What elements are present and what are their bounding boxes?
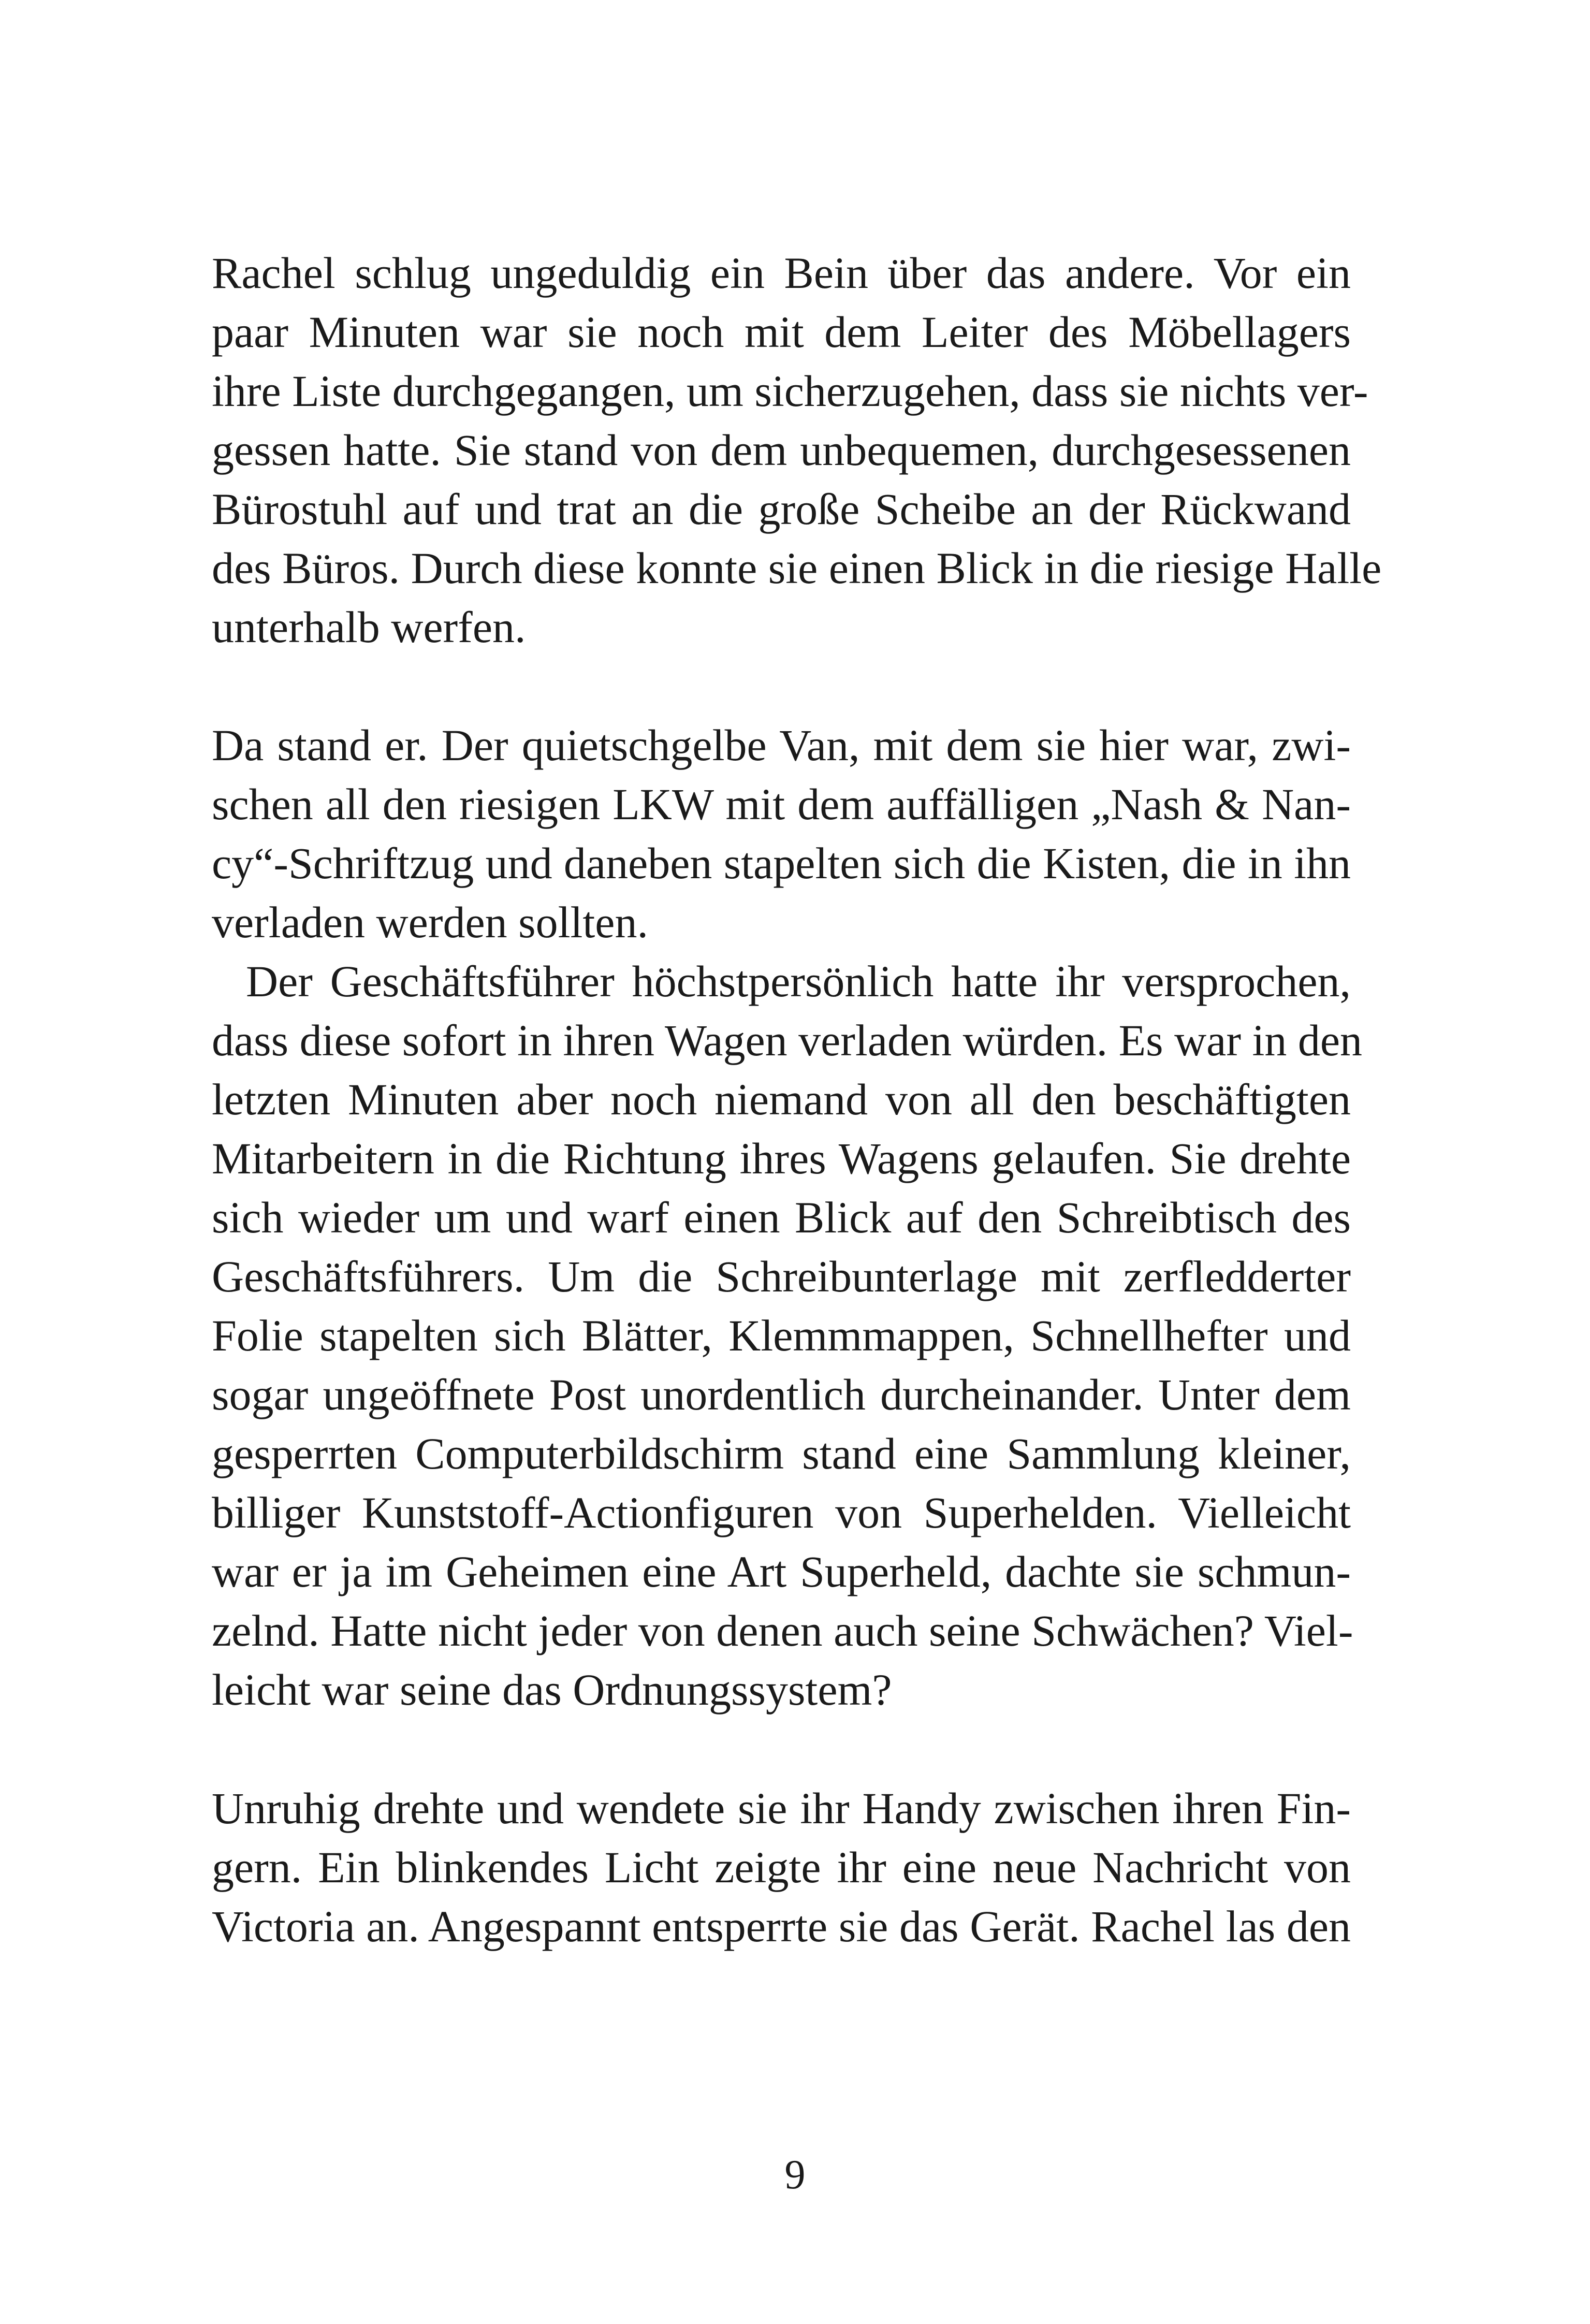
text-line: gesperrten Computerbildschirm stand eine Sammlung kleiner,: [212, 1429, 1351, 1478]
paragraph-4: [212, 1779, 1351, 1956]
text-line: letzten Minuten aber noch niemand von all den beschäftigten: [212, 1074, 1351, 1124]
text-line: Bürostuhl auf und trat an die große Scheibe an der Rückwand: [212, 484, 1351, 534]
text-line: Mitarbeitern in die Richtung ihres Wagens gelaufen. Sie drehte: [212, 1134, 1351, 1183]
text-line: sogar ungeöffnete Post unordentlich durcheinander. Unter dem: [212, 1370, 1351, 1419]
text-line: verladen werden sollten.: [212, 897, 648, 947]
paragraph-3: [212, 952, 1363, 1719]
text-line: des Büros. Durch diese konnte sie einen Blick in die riesige Halle: [212, 543, 1382, 593]
text-line: Der Geschäftsführer höchstpersönlich hatte ihr versprochen,: [246, 956, 1351, 1006]
text-line: billiger Kunststoff-Actionfiguren von Superhelden. Vielleicht: [212, 1488, 1351, 1537]
text-line: unterhalb werfen.: [212, 602, 526, 652]
page-number: 9: [784, 2152, 806, 2198]
text-line: cy“-Schriftzug und daneben stapelten sich die Kisten, die in ihn: [212, 838, 1351, 888]
text-line: Rachel schlug ungeduldig ein Bein über das andere. Vor ein: [212, 248, 1351, 298]
text-line: sich wieder um und warf einen Blick auf den Schreibtisch des: [212, 1193, 1351, 1242]
text-line: dass diese sofort in ihren Wagen verladen würden. Es war in den: [212, 1015, 1363, 1065]
text-line: schen all den riesigen LKW mit dem auffälligen „Nash & Nan-: [212, 779, 1351, 829]
text-line: gern. Ein blinkendes Licht zeigte ihr eine neue Nachricht von: [212, 1842, 1351, 1892]
text-line: paar Minuten war sie noch mit dem Leiter des Möbellagers: [212, 307, 1351, 357]
text-line: Folie stapelten sich Blätter, Klemmmappen, Schnellhefter und: [212, 1311, 1351, 1360]
text-line: Geschäftsführers. Um die Schreibunterlage mit zerfledderter: [212, 1252, 1351, 1301]
paragraph-1: [212, 243, 1382, 657]
paragraph-2: [212, 716, 1351, 952]
text-line: war er ja im Geheimen eine Art Superheld, dachte sie schmun-: [212, 1547, 1351, 1596]
text-line: zelnd. Hatte nicht jeder von denen auch seine Schwächen? Viel-: [212, 1606, 1353, 1655]
text-line: Victoria an. Angespannt entsperrte sie das Gerät. Rachel las den: [212, 1901, 1351, 1951]
text-line: Da stand er. Der quietschgelbe Van, mit dem sie hier war, zwi-: [212, 720, 1351, 770]
text-line: gessen hatte. Sie stand von dem unbequemen, durchgesessenen: [212, 425, 1351, 475]
text-line: leicht war seine das Ordnungssystem?: [212, 1665, 892, 1715]
text-line: Unruhig drehte und wendete sie ihr Handy zwischen ihren Fin-: [212, 1783, 1351, 1833]
text-line: ihre Liste durchgegangen, um sicherzugehen, dass sie nichts ver-: [212, 366, 1368, 416]
